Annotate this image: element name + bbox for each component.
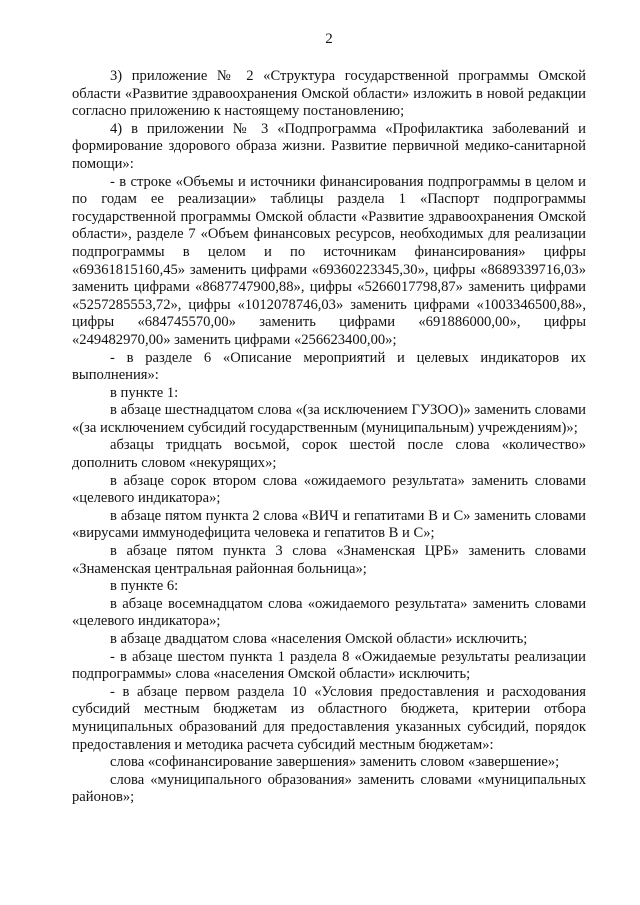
paragraph: слова «муниципального образования» заменить словами «муниципальных районов»; xyxy=(72,771,586,806)
paragraph: в пункте 6: xyxy=(110,578,179,595)
page-number: 2 xyxy=(325,31,333,47)
paragraph: в абзаце пятом пункта 2 слова «ВИЧ и гепатитами В и С» заменить словами «вирусами иммунодефицита человека и гепатитов В и С»; xyxy=(72,507,586,542)
paragraph: слова «софинансирование завершения» заменить словом «завершение»; xyxy=(110,754,560,771)
paragraph: - в абзаце первом раздела 10 «Условия предоставления и расходования субсидий местным бюджетам из областного бюджета, критерии отбора муниципальных образований для предоставления указанных субсидий, порядок предоставления и методика расчета субсидий местным бюджетам»: xyxy=(72,683,586,753)
paragraph: в абзаце шестнадцатом слова «(за исключением ГУЗОО)» заменить словами «(за исключением субсидий государственным (муниципальным) учреждениям)»; xyxy=(72,402,586,436)
paragraph: в абзаце сорок втором слова «ожидаемого результата» заменить словами «целевого индикатора»; xyxy=(72,472,586,507)
paragraph: - в разделе 6 «Описание мероприятий и целевых индикаторов их выполнения»: xyxy=(72,349,586,384)
paragraph: в абзаце восемнадцатом слова «ожидаемого результата» заменить словами «целевого индикатора»; xyxy=(72,595,586,630)
paragraph: абзацы тридцать восьмой, сорок шестой после слова «количество» дополнить словом «некурящих»; xyxy=(72,437,586,472)
paragraph: 3) приложение № 2 «Структура государственной программы Омской области «Развитие здравоохранения Омской области» изложить в новой редакции согласно приложению к настоящему постановлению; xyxy=(72,68,586,120)
paragraph: в абзаце двадцатом слова «населения Омской области» исключить; xyxy=(110,631,528,647)
paragraph: в абзаце пятом пункта 3 слова «Знаменская ЦРБ» заменить словами «Знаменская центральная районная больница»; xyxy=(72,543,586,577)
paragraph: - в абзаце шестом пункта 1 раздела 8 «Ожидаемые результаты реализации подпрограммы» слова «населения Омской области» исключить; xyxy=(72,648,586,683)
paragraph: 4) в приложении № 3 «Подпрограмма «Профилактика заболеваний и формирование здорового образа жизни. Развитие первичной медико-санитарной помощи»: xyxy=(72,120,586,172)
document-body xyxy=(72,68,586,807)
paragraph: - в строке «Объемы и источники финансирования подпрограммы в целом и по годам ее реализации» таблицы раздела 1 «Паспорт подпрограммы государственной программы Омской области «Развитие здравоохранения Омской области», разделе 7 «Объем финансовых ресурсов, необходимых для реализации подпрограммы в целом и по источникам финансирования» цифры «69361815160,45» заменить цифрами «69360223345,30», цифры «8689339716,03» заменить цифрами «8687747900,88», цифры «5266017798,87» заменить цифрами «5257285553,72», цифры «1012078746,03» заменить цифрами «1003346500,88», цифры «684745570,00» заменить цифрами «691886000,00», цифры «249482970,00» заменить цифрами «256623400,00»; xyxy=(72,173,586,348)
paragraph: в пункте 1: xyxy=(110,384,179,401)
